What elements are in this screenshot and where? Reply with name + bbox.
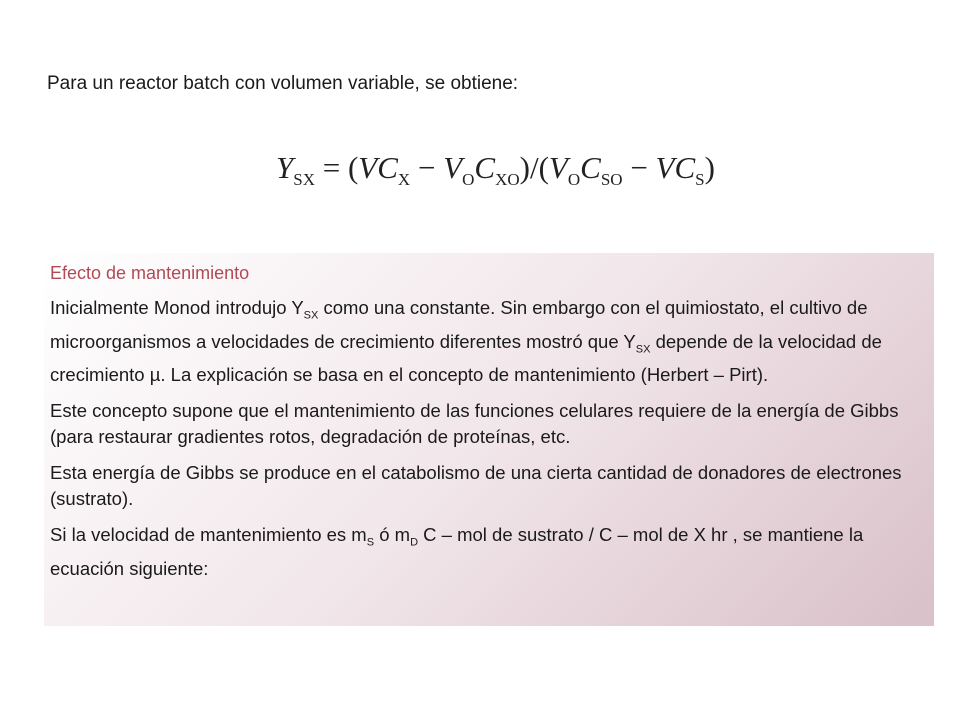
formula-part: VC [358,150,398,185]
subscript: SX [303,309,319,322]
formula-part: )/( [519,150,549,185]
formula-sub: O [462,170,475,190]
formula-sub: S [695,170,705,190]
formula-part: − [622,150,656,185]
paragraph-maintenance-rate [50,522,924,582]
formula-part: VC [655,150,696,185]
text-run: como una constante. Sin embargo con el quimiostato, el cultivo de microorganismos a velocidades de crecimiento diferentes mostró que Y [50,297,868,352]
formula-part: C [580,150,601,185]
formula-sub: SX [293,170,315,190]
paragraph-gibbs: Este concepto supone que el mantenimiento de las funciones celulares requiere de la energía de Gibbs (para restaurar gradientes rotos, degradación de proteínas, etc. [50,400,899,448]
text-run: Si la velocidad de mantenimiento es m [50,524,367,546]
text-run: Inicialmente Monod introdujo Y [50,297,304,318]
text-run: depende de la velocidad de crecimiento µ. La explicación se basa en el concepto de mantenimiento (Herbert – Pirt). [50,330,882,386]
subscript: S [366,537,375,550]
formula-part: = ( [314,150,359,185]
box-title: Efecto de mantenimiento [50,263,250,283]
formula-part: V [443,150,463,185]
subscript: D [410,537,419,550]
formula-sub: SO [600,170,623,190]
paragraph-monod [50,295,924,388]
yield-formula [276,150,715,190]
formula-sub: X [397,170,411,190]
text-run: ó m [374,524,411,546]
formula-part: V [548,150,568,185]
formula-sub: O [567,170,581,190]
formula-part: C [474,150,496,185]
paragraph-catabolism: Esta energía de Gibbs se produce en el catabolismo de una cierta cantidad de donadores de electrones (sustrato). [50,462,902,510]
formula-part: Y [276,150,294,185]
formula-sub: XO [495,170,520,190]
intro-text: Para un reactor batch con volumen variable, se obtiene: [47,73,519,94]
maintenance-effect-box [44,253,934,626]
text-run: C – mol de sustrato / C – mol de X hr , se mantiene la ecuación siguiente: [50,524,864,580]
formula-part: ) [704,150,715,185]
formula-part: − [410,150,444,185]
subscript: SX [635,343,651,356]
